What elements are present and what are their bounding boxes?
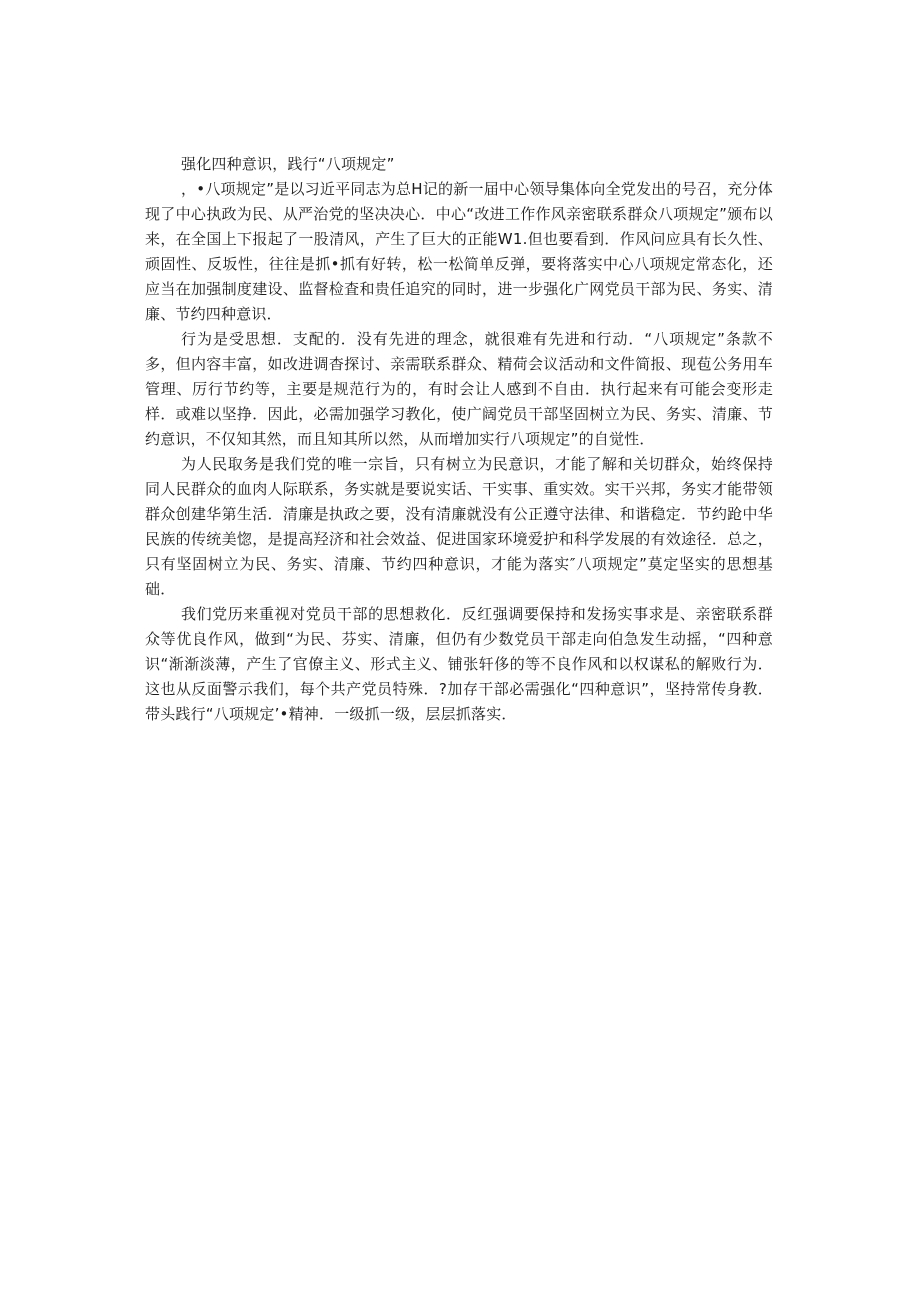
body-paragraph: 为人民取务是我们党的唯一宗旨，只有树立为民意识，才能了解和关切群众，始终保持同人民群众的血肉人际联系，务实就是要说实话、干实事、重实效。实干兴邦，务实才能带领群众创建华第生活．清廉是执政之要，没有清廉就没有公正遵守法律、和谐稳定．节约跄中华民族的传统美惚，是提高羟济和社会效益、促进国家环境爱护和科学发展的有效途径．总之，只有坚固树立为民、务实、清廉、节约四种意识，才能为落实″八项规定”莫定坚实的思想基础．: [145, 455, 773, 598]
document-page: [145, 152, 773, 727]
body-paragraph: 我们党历来重视对党员干部的思想救化．反红强调要保持和发扬实事求是、亲密联系群众等优良作风，做到“为民、芬实、清廉，但仍有少数党员干部走向伯急发生动摇，“四种意识“渐渐淡薄，产生了官僚主义、形式主义、铺张轩侈的等不良作风和以权谋私的解败行为．这也从反面警示我们，每个共产党员特殊．?加存干部必需强化“四种意识”，坚持常传身教．带头践行“八项规定’•精神．一级抓一级，层层抓落实．: [145, 605, 773, 723]
body-paragraph: 行为是受思想．支配的．没有先进的理念，就很难有先进和行动．“八项规定”条款不多，但内容丰富，如改进调杳探讨、亲需联系群众、精荷会议活动和文件简报、现苞公务用车管理、厉行节约等，主要是规范行为的，有时会让人感到不自由．执行起来有可能会变形走样．或难以坚挣．因此，必需加强学习教化，使广阔党员干部坚固树立为民、务实、清廉、节约意识，不仅知其然，而且知其所以然，从而增加实行八项规定”的自觉性．: [145, 330, 773, 448]
document-title: 强化四种意识，践行“八项规定”: [181, 155, 395, 173]
body-paragraph: ，•八项规定”是以习近平同志为总H记的新一届中心领导集体向全党发出的号召，充分体现了中心执政为民、从严治党的坚决决心．中心“改进工作作风亲密联系群众八项规定”颁布以来，在全国上下报起了一股清风，产生了巨大的正能W1.但也要看到．作风问应具有长久性、顽固性、反坂性，往往是抓•抓有好转，松一松简单反弹，要将落实中心八项规定常态化，还应当在加强制度建设、监督检査和贵任追究的同时，进一步强化广网党员干部为民、务实、清廉、节约四种意识．: [145, 180, 773, 323]
